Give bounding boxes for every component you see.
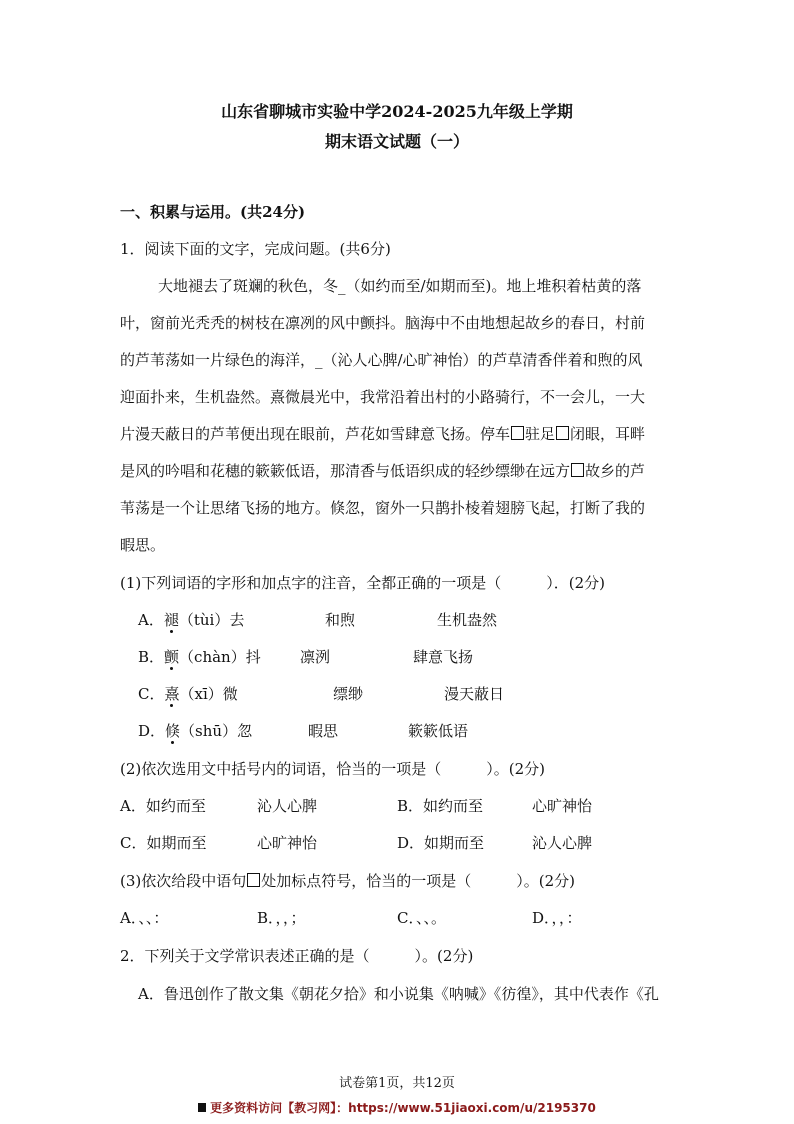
passage-line-4: 迎面扑来，生机盎然。熹微晨光中，我常沿着出村的小路骑行，不一会儿，一大 [120, 388, 646, 406]
passage-line-5-part-a: 片漫天蔽日的芦苇便出现在眼前，芦花如雪肆意飞扬。停车 [120, 425, 511, 443]
option-1d-word2: 暇思 [308, 722, 339, 740]
option-2d-word: 沁人心脾 [532, 834, 593, 852]
option-2a: A．如约而至 [120, 797, 206, 815]
subquestion-3-stem: (3)依次给段中语句 处加标点符号，恰当的一项是（ ）。(2分) [120, 872, 575, 890]
option-3d: D．，，： [532, 909, 582, 927]
option-2b-word: 心旷神怡 [532, 797, 593, 815]
punctuation-blank-box [571, 463, 584, 477]
subquestion-2-stem: (2)依次选用文中括号内的词语，恰当的一项是（ ）。(2分) [120, 760, 545, 778]
option-1d: D．倏（shū）忽 [138, 722, 253, 740]
option-1a: A．褪（tùi）去 [138, 611, 245, 629]
question-2-stem: 2．下列关于文学常识表述正确的是（ ）。(2分) [120, 947, 474, 965]
passage-line-2: 叶，窗前光秃秃的树枝在凛冽的风中颤抖。脑海中不由地想起故乡的春日，村前 [120, 314, 646, 332]
question-1-stem: 1．阅读下面的文字，完成问题。(共6分) [120, 240, 391, 258]
punctuation-blank-box [511, 426, 524, 440]
passage-line-6-part-b: 故乡的芦 [585, 462, 646, 480]
option-1a-word3: 生机盎然 [437, 611, 498, 629]
passage-line-7: 苇荡是一个让思绪飞扬的地方。倏忽，窗外一只鹊扑棱着翅膀飞起，打断了我的 [120, 499, 646, 517]
passage-line-3: 的芦苇荡如一片绿色的海洋，_（沁人心脾/心旷神怡）的芦草清香伴着和煦的风 [120, 351, 643, 369]
option-2a-word: 沁人心脾 [257, 797, 318, 815]
passage-line-6-part-a: 是风的吟唱和花穗的簌簌低语，那清香与低语织成的轻纱缥缈在远方 [120, 462, 571, 480]
resource-link[interactable]: 更多资料访问【教习网】：https://www.51jiaoxi.com/u/2195370 [0, 1100, 794, 1116]
passage-line-5 [120, 423, 645, 445]
option-3b: B．，，； [257, 909, 306, 927]
subquestion-1-stem: (1)下列词语的字形和加点字的注音，全都正确的一项是（ ）．(2分) [120, 574, 605, 592]
flag-icon [198, 1103, 206, 1112]
option-1c-word2: 缥缈 [333, 685, 364, 703]
dotted-char: 熹 [164, 685, 180, 703]
exam-title-line1: 山东省聊城市实验中学2024-2025九年级上学期 [221, 102, 573, 121]
section-heading: 一、积累与运用。(共24分) [120, 203, 306, 221]
option-3c: C．、、。 [397, 909, 446, 927]
option-1a-word2: 和煦 [325, 611, 356, 629]
dotted-char: 褪 [163, 611, 179, 629]
option-1c-word3: 漫天蔽日 [444, 685, 505, 703]
passage-line-5-part-c: 闭眼，耳畔 [570, 425, 646, 443]
dotted-char: 倏 [165, 722, 181, 740]
page-number: 试卷第1页，共12页 [339, 1076, 455, 1091]
option-3a: A．、、： [120, 909, 169, 927]
passage-line-6 [120, 460, 645, 482]
option-1b-word3: 肆意飞扬 [413, 648, 474, 666]
option-2c-word: 心旷神怡 [257, 834, 318, 852]
exam-title-line2: 期末语文试题（一） [324, 132, 469, 151]
option-1c: C．熹（xī）微 [138, 685, 238, 703]
option-1b-word2: 凛洌 [300, 648, 331, 666]
option-2b: B．如约而至 [397, 797, 484, 815]
question-2-option-a: A．鲁迅创作了散文集《朝花夕拾》和小说集《呐喊》《彷徨》，其中代表作《孔 [138, 985, 659, 1003]
option-1b: B．颤（chàn）抖 [138, 648, 261, 666]
option-2d: D．如期而至 [397, 834, 485, 852]
punctuation-blank-box [247, 873, 260, 887]
option-1d-word3: 簌簌低语 [408, 722, 469, 740]
passage-line-5-part-b: 驻足 [525, 425, 556, 443]
passage-line-8: 暇思。 [120, 536, 166, 554]
option-2c: C．如期而至 [120, 834, 207, 852]
passage-line-1: 大地褪去了斑斓的秋色，冬_（如约而至/如期而至)。地上堆积着枯黄的落 [158, 277, 642, 295]
dotted-char: 颤 [164, 648, 180, 666]
punctuation-blank-box [556, 426, 569, 440]
